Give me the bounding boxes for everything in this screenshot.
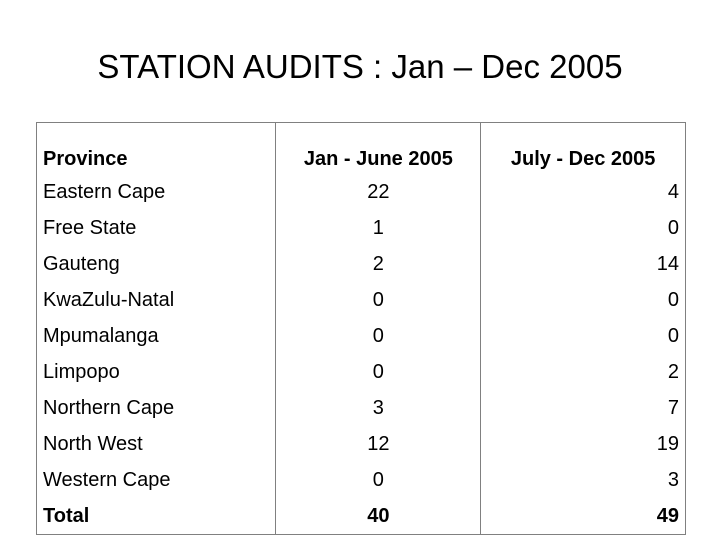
table-row: [37, 319, 686, 355]
table-row: [37, 463, 686, 499]
jan-june-cell: 0: [276, 283, 481, 319]
province-cell: North West: [37, 427, 276, 463]
page-title: STATION AUDITS : Jan – Dec 2005: [97, 48, 623, 85]
audit-table: [36, 122, 686, 535]
audit-table-body: [37, 123, 686, 535]
jan-june-cell: 1: [276, 211, 481, 247]
province-cell: Eastern Cape: [37, 175, 276, 211]
jan-june-cell: 0: [276, 463, 481, 499]
july-dec-cell: 0: [481, 319, 686, 355]
province-cell: Western Cape: [37, 463, 276, 499]
province-cell: KwaZulu-Natal: [37, 283, 276, 319]
province-cell: Mpumalanga: [37, 319, 276, 355]
july-dec-cell: 14: [481, 247, 686, 283]
total-label: Total: [37, 499, 276, 535]
july-dec-cell: 3: [481, 463, 686, 499]
table-header-row: [37, 123, 686, 175]
table-row: [37, 355, 686, 391]
jan-june-cell: 3: [276, 391, 481, 427]
table-row: [37, 247, 686, 283]
province-cell: Free State: [37, 211, 276, 247]
july-dec-cell: 2: [481, 355, 686, 391]
july-dec-cell: 4: [481, 175, 686, 211]
jan-june-cell: 0: [276, 355, 481, 391]
province-cell: Northern Cape: [37, 391, 276, 427]
jan-june-cell: 2: [276, 247, 481, 283]
july-dec-cell: 19: [481, 427, 686, 463]
table-row: [37, 283, 686, 319]
july-dec-cell: 0: [481, 211, 686, 247]
total-july-dec: 49: [481, 499, 686, 535]
total-row: [37, 499, 686, 535]
table-row: [37, 175, 686, 211]
header-province: Province: [37, 123, 276, 175]
province-cell: Gauteng: [37, 247, 276, 283]
table-row: [37, 211, 686, 247]
header-july-dec: July - Dec 2005: [481, 123, 686, 175]
jan-june-cell: 22: [276, 175, 481, 211]
jan-june-cell: 0: [276, 319, 481, 355]
jan-june-cell: 12: [276, 427, 481, 463]
july-dec-cell: 0: [481, 283, 686, 319]
total-jan-june: 40: [276, 499, 481, 535]
table-row: [37, 427, 686, 463]
province-cell: Limpopo: [37, 355, 276, 391]
july-dec-cell: 7: [481, 391, 686, 427]
header-jan-june: Jan - June 2005: [276, 123, 481, 175]
table-row: [37, 391, 686, 427]
